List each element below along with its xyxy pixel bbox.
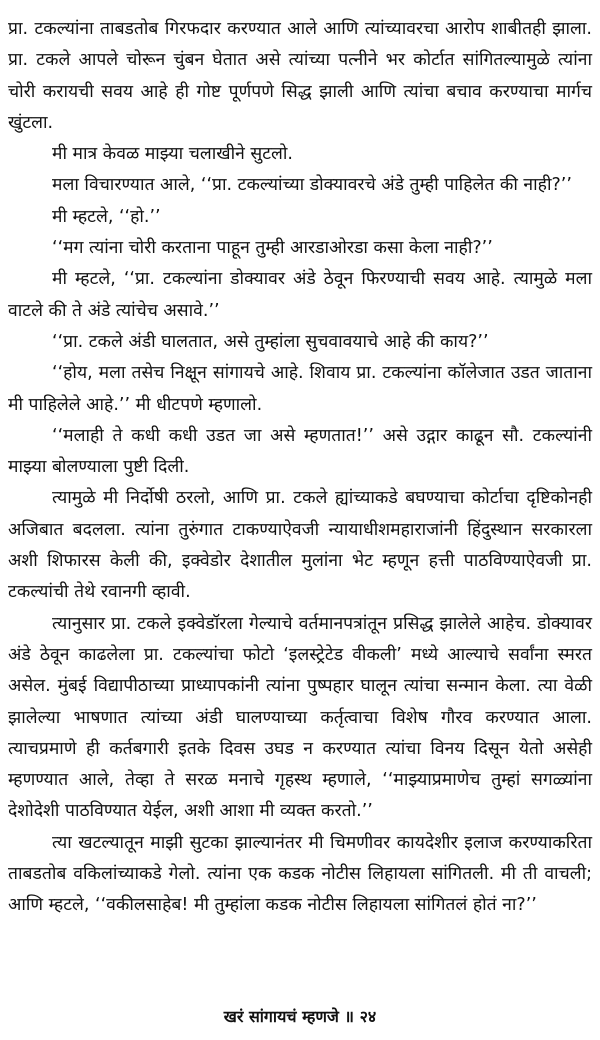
paragraph: त्यामुळे मी निर्दोषी ठरलो, आणि प्रा. टकले ह्यांच्याकडे बघण्याचा कोर्टाचा दृष्टिकोनही अजिबात बदलला. त्यांना तुरुंगात टाकण्याऐवजी न्यायाधीशमहाराजांनी हिंदुस्थान सरकारला अशी शिफारस केली की, इक्वेडोर देशातील मुलांना भेट म्हणून हत्ती पाठविण्याऐवजी प्रा. टकल्यांची तेथे रवानगी व्हावी.	[8, 488, 592, 603]
paragraph: ‘‘मलाही ते कधी कधी उडत जा असे म्हणतात!’’ असे उद्गार काढून सौ. टकल्यांनी माझ्या बोलण्याला पुष्टी दिली.	[8, 425, 592, 478]
paragraph: प्रा. टकल्यांना ताबडतोब गिरफदार करण्यात आले आणि त्यांच्यावरचा आरोप शाबीतही झाला. प्रा. टकले आपले चोरून चुंबन घेतात असे त्यांच्या पत्नीने भर कोर्टात सांगितल्यामुळे त्यांना चोरी करायची सवय आहे ही गोष्ट पूर्णपणे सिद्ध झाली आणि त्यांचा बचाव करण्याचा मार्गच खुंटला.	[8, 19, 592, 133]
paragraph: त्या खटल्यातून माझी सुटका झाल्यानंतर मी चिमणीवर कायदेशीर इलाज करण्याकरिता ताबडतोब वकिलांच्याकडे गेलो. त्यांना एक कडक नोटीस लिहायला सांगितली. मी ती वाचली; आणि म्हटले, ‘‘वकीलसाहेब! मी तुम्हांला कडक नोटीस लिहायला सांगितलं होतं ना?’’	[8, 832, 592, 916]
paragraph: ‘‘होय, मला तसेच निक्षून सांगायचे आहे. शिवाय प्रा. टकल्यांना कॉलेजात उडत जाताना मी पाहिलेले आहे.’’ मी धीटपणे म्हणालो.	[8, 363, 592, 415]
body-text	[8, 14, 592, 922]
paragraph: त्यानुसार प्रा. टकले इक्वेडॉरला गेल्याचे वर्तमानपत्रांतून प्रसिद्ध झालेले आहेच. डोक्यावर अंडे ठेवून काढलेला प्रा. टकल्यांचा फोटो ‘इलस्ट्रेटेड वीकली’ मध्ये आल्याचे सर्वांना स्मरत असेल. मुंबई विद्यापीठाच्या प्राध्यापकांनी त्यांना पुष्पहार घालून त्यांचा सन्मान केला. त्या वेळी झालेल्या भाषणात त्यांच्या अंडी घालण्याच्या कर्तृत्वाचा विशेष गौरव करण्यात आला. त्याचप्रमाणे ही कर्तबगारी इतके दिवस उघड न करण्यात त्यांचा विनय दिसून येतो असेही म्हणण्यात आले, तेव्हा ते सरळ मनाचे गृहस्थ म्हणाले, ‘‘माझ्याप्रमाणेच तुम्हां सगळ्यांना देशोदेशी पाठविण्यात येईल, अशी आशा मी व्यक्त करतो.’’	[8, 613, 592, 822]
paragraph: मी मात्र केवळ माझ्या चलाखीने सुटलो.	[52, 144, 293, 165]
paragraph: मी म्हटले, ‘‘प्रा. टकल्यांना डोक्यावर अंडे ठेवून फिरण्याची सवय आहे. त्यामुळे मला वाटले की ते अंडे त्यांचेच असावे.’’	[8, 269, 592, 321]
running-footer-text: खरं सांगायचं म्हणजे ॥ २४	[223, 1007, 377, 1026]
paragraph: ‘‘मग त्यांना चोरी करताना पाहून तुम्ही आरडाओरडा कसा केला नाही?’’	[52, 238, 493, 259]
paragraph: मी म्हटले, ‘‘हो.’’	[52, 206, 161, 227]
page-footer	[0, 1006, 600, 1028]
paragraph: मला विचारण्यात आले, ‘‘प्रा. टकल्यांच्या डोक्यावरचे अंडे तुम्ही पाहिलेत की नाही?’’	[52, 175, 572, 196]
paragraph: ‘‘प्रा. टकले अंडी घालतात, असे तुम्हांला सुचवावयाचे आहे की काय?’’	[52, 331, 489, 352]
